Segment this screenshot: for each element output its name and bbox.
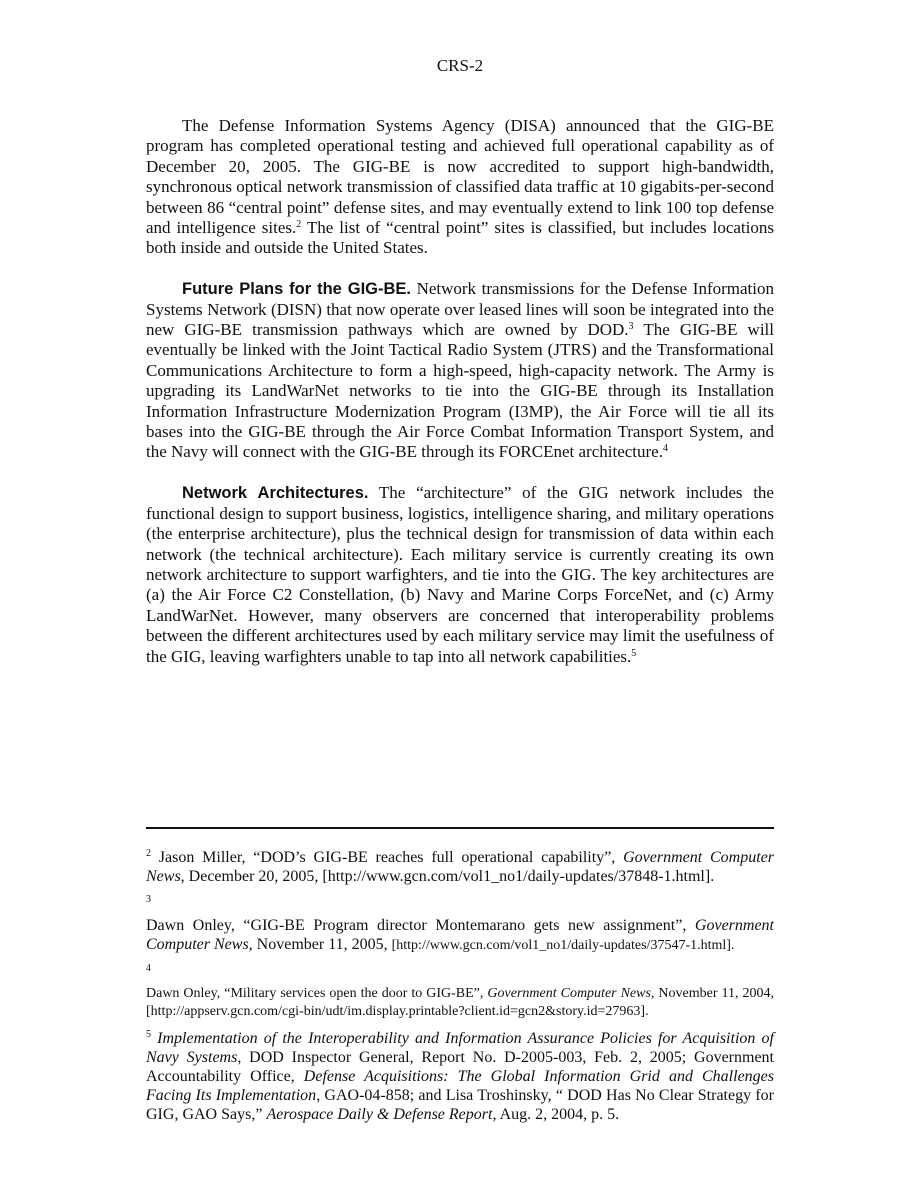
- body-text: [146, 116, 774, 687]
- footnote-text: , Aug. 2, 2004, p. 5.: [492, 1106, 620, 1123]
- footnote-number: 3: [146, 894, 151, 905]
- footnote-source: Aerospace Daily & Defense Report: [266, 1106, 493, 1123]
- paragraph-network-architectures: [146, 483, 774, 667]
- footnote-url[interactable]: [http://www.gcn.com/vol1_no1/daily-updates/37547-1.html].: [391, 938, 735, 953]
- footnote-ref[interactable]: 3: [628, 321, 634, 333]
- paragraph-future-plans: [146, 279, 774, 463]
- footnote-text: , November 11, 2005,: [248, 936, 392, 953]
- footnote-2: [146, 848, 774, 886]
- paragraph-text: Network transmissions for the Defense Information Systems Network (DISN) that now operate over leased lines will soon be integrated into the new GIG-BE transmission pathways which are owned by DOD.: [146, 279, 774, 340]
- footnote-text: , GAO-04-858; and Lisa Troshinsky, “ DOD Has No Clear Strategy for GIG, GAO Says,”: [146, 1087, 774, 1123]
- footnote-5: [146, 1029, 774, 1124]
- footnote-number: 5: [146, 1029, 151, 1040]
- footnote-text: Dawn Onley, “Military services open the door to GIG-BE”,: [146, 986, 488, 1001]
- footnote-number: 2: [146, 848, 151, 859]
- paragraph-text: The list of “central point” sites is classified, but includes locations both inside and outside the United States.: [146, 218, 774, 258]
- paragraph-text: The “architecture” of the GIG network includes the functional design to support business, logistics, intelligence sharing, and military operations (the enterprise architecture), plus the technical design for transmission of data within each network (the technical architecture). Each military service is currently creating its own network architecture to support warfighters, and tie into the GIG. The key architectures are (a) the Air Force C2 Constellation, (b) Navy and Marine Corps ForceNet, and (c) Army LandWarNet. However, many observers are concerned that interoperability problems between the different architectures used by each military service may limit the usefulness of the GIG, leaving warfighters unable to tap into all network capabilities.: [146, 483, 774, 666]
- footnote-4: [146, 963, 774, 1021]
- paragraph-text: The GIG-BE will eventually be linked with the Joint Tactical Radio System (JTRS) and the Transformational Communications Architecture to form a high-speed, high-capacity network. The Army is upgrading its LandWarNet networks to tie into the GIG-BE through its Installation Information Infrastructure Modernization Program (I3MP), the Air Force will tie all its bases into the GIG-BE through the Air Force Combat Information Transport System, and the Navy will connect with the GIG-BE through its FORCEnet architecture.: [146, 320, 775, 462]
- footnote-source: Government Computer News,: [487, 986, 655, 1001]
- footnote-ref[interactable]: 4: [662, 443, 668, 455]
- footnote-divider: [146, 827, 774, 829]
- footnote-ref[interactable]: 5: [631, 647, 637, 659]
- footnote-3: [146, 894, 774, 955]
- footnote-source: Government Computer News: [146, 917, 774, 953]
- footnotes: [146, 848, 774, 1132]
- footnote-text: November 11, 2004, [http://appserv.gcn.com/cgi-bin/udt/im.display.printable?client.id=gcn2&story.id=27963].: [146, 986, 774, 1019]
- paragraph-disa: [146, 116, 774, 259]
- section-heading: Network Architectures.: [182, 484, 369, 503]
- footnote-text: Dawn Onley, “GIG-BE Program director Montemarano gets new assignment”,: [146, 917, 695, 934]
- footnote-ref[interactable]: 2: [296, 219, 302, 231]
- footnote-text: , December 20, 2005, [http://www.gcn.com/vol1_no1/daily-updates/37848-1.html].: [180, 868, 715, 885]
- section-heading: Future Plans for the GIG-BE.: [182, 280, 411, 299]
- footnote-source: Defense Acquisitions: The Global Information Grid and Challenges Facing Its Implementation: [146, 1068, 774, 1104]
- page-header: CRS-2: [436, 56, 484, 75]
- footnote-source: Government Computer News: [146, 849, 774, 885]
- paragraph-text: The Defense Information Systems Agency (DISA) announced that the GIG-BE program has completed operational testing and achieved full operational capability as of December 20, 2005. The GIG-BE is now accredited to support high-bandwidth, synchronous optical network transmission of classified data traffic at 10 gigabits-per-second between 86 “central point” defense sites, and may eventually extend to link 100 top defense and intelligence sites.: [146, 116, 774, 238]
- footnote-source: Implementation of the Interoperability and Information Assurance Policies for Acquisition of Navy Systems: [146, 1030, 775, 1066]
- footnote-number: 4: [146, 963, 151, 974]
- footnote-text: , DOD Inspector General, Report No. D-2005-003, Feb. 2, 2005; Government Accountability Office,: [146, 1049, 775, 1085]
- footnote-text: Jason Miller, “DOD’s GIG-BE reaches full operational capability”,: [151, 849, 624, 866]
